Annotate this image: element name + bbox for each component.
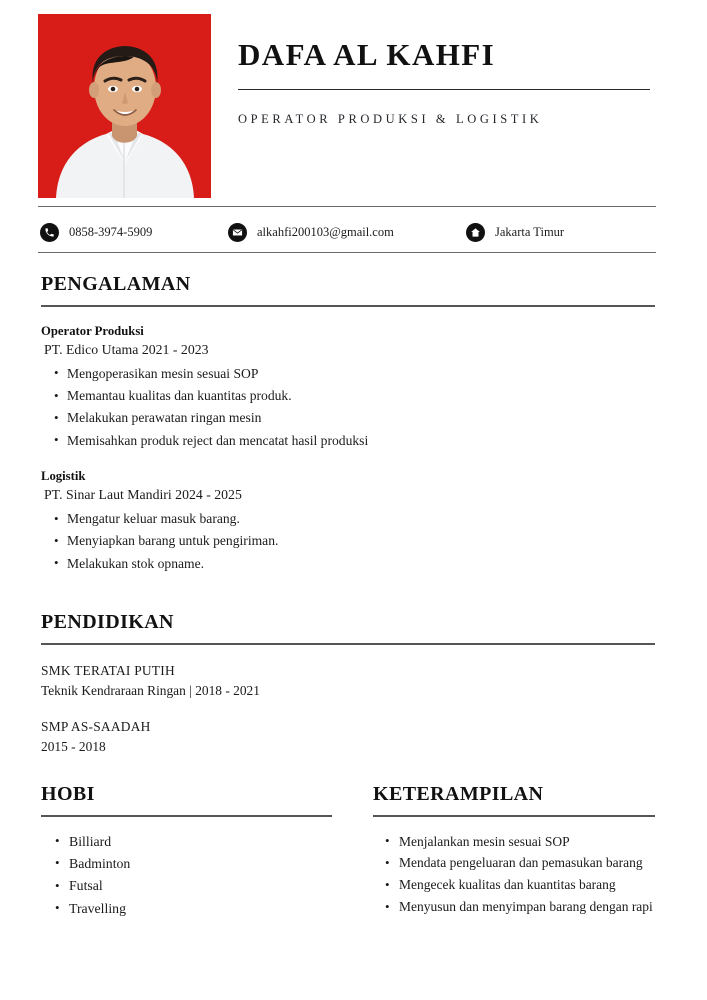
name-divider [238, 89, 650, 90]
job-company: PT. Sinar Laut Mandiri 2024 - 2025 [44, 487, 242, 502]
job-position: Logistik [41, 468, 86, 483]
contact-divider-bottom [38, 252, 656, 253]
education-detail: Teknik Kendraraan Ringan | 2018 - 2021 [41, 682, 260, 698]
section-divider-education [41, 643, 655, 645]
header-text-block [238, 38, 656, 127]
section-experience [41, 274, 655, 575]
list-item: • Mengecek kualitas dan kuantitas barang [399, 874, 655, 896]
contact-phone[interactable] [40, 214, 152, 250]
list-item: • Menyusun dan menyimpan barang dengan rapi [399, 896, 655, 918]
profile-photo [38, 14, 211, 198]
phone-icon [40, 223, 59, 242]
education-entry [41, 661, 655, 701]
envelope-icon [228, 223, 247, 242]
education-detail: 2015 - 2018 [41, 738, 106, 754]
section-title-experience: PENGALAMAN [41, 273, 191, 295]
contact-bar [38, 214, 656, 250]
list-item: • Memisahkan produk reject dan mencatat hasil produksi [67, 430, 655, 452]
list-item: • Badminton [69, 853, 332, 875]
candidate-role: OPERATOR PRODUKSI & LOGISTIK [238, 112, 543, 127]
list-item: • Mengoperasikan mesin sesuai SOP [67, 363, 655, 385]
list-item: • Futsal [69, 875, 332, 897]
section-divider-skills [373, 815, 655, 817]
contact-divider-top [38, 206, 656, 207]
section-title-hobbies: HOBI [41, 783, 95, 805]
contact-phone-text: 0858-3974-5909 [69, 224, 153, 239]
section-divider-experience [41, 305, 655, 307]
section-title-skills: KETERAMPILAN [373, 783, 544, 805]
section-skills [373, 784, 655, 918]
job-position: Operator Produksi [41, 323, 144, 338]
contact-email[interactable] [228, 214, 394, 250]
candidate-name: DAFA AL KAHFI [238, 37, 496, 72]
list-item: • Melakukan perawatan ringan mesin [67, 407, 655, 429]
list-item: • Travelling [69, 898, 332, 920]
contact-location-text: Jakarta Timur [495, 224, 565, 239]
list-item: • Mendata pengeluaran dan pemasukan barang [399, 852, 655, 874]
experience-entry [41, 468, 655, 575]
home-icon [466, 223, 485, 242]
job-duty-list [41, 508, 655, 575]
section-divider-hobbies [41, 815, 332, 817]
contact-email-text: alkahfi200103@gmail.com [257, 224, 394, 239]
job-company: PT. Edico Utama 2021 - 2023 [44, 341, 209, 357]
list-item: • Melakukan stok opname. [67, 553, 655, 575]
experience-entry [41, 323, 655, 452]
education-school: SMK TERATAI PUTIH [41, 662, 175, 678]
resume-header [38, 14, 656, 200]
job-duty-list [41, 363, 655, 452]
section-education [41, 612, 655, 757]
list-item: • Menyiapkan barang untuk pengiriman. [67, 530, 655, 552]
list-item: • Memantau kualitas dan kuantitas produk. [67, 385, 655, 407]
list-item: • Menjalankan mesin sesuai SOP [399, 831, 655, 853]
section-hobbies [41, 784, 332, 920]
skill-list [373, 831, 655, 918]
list-item: • Billiard [69, 831, 332, 853]
section-title-education: PENDIDIKAN [41, 611, 174, 633]
education-school: SMP AS-SAADAH [41, 718, 151, 734]
hobby-list [41, 831, 332, 920]
contact-location[interactable] [466, 214, 564, 250]
education-entry [41, 717, 655, 757]
list-item: • Mengatur keluar masuk barang. [67, 508, 655, 530]
